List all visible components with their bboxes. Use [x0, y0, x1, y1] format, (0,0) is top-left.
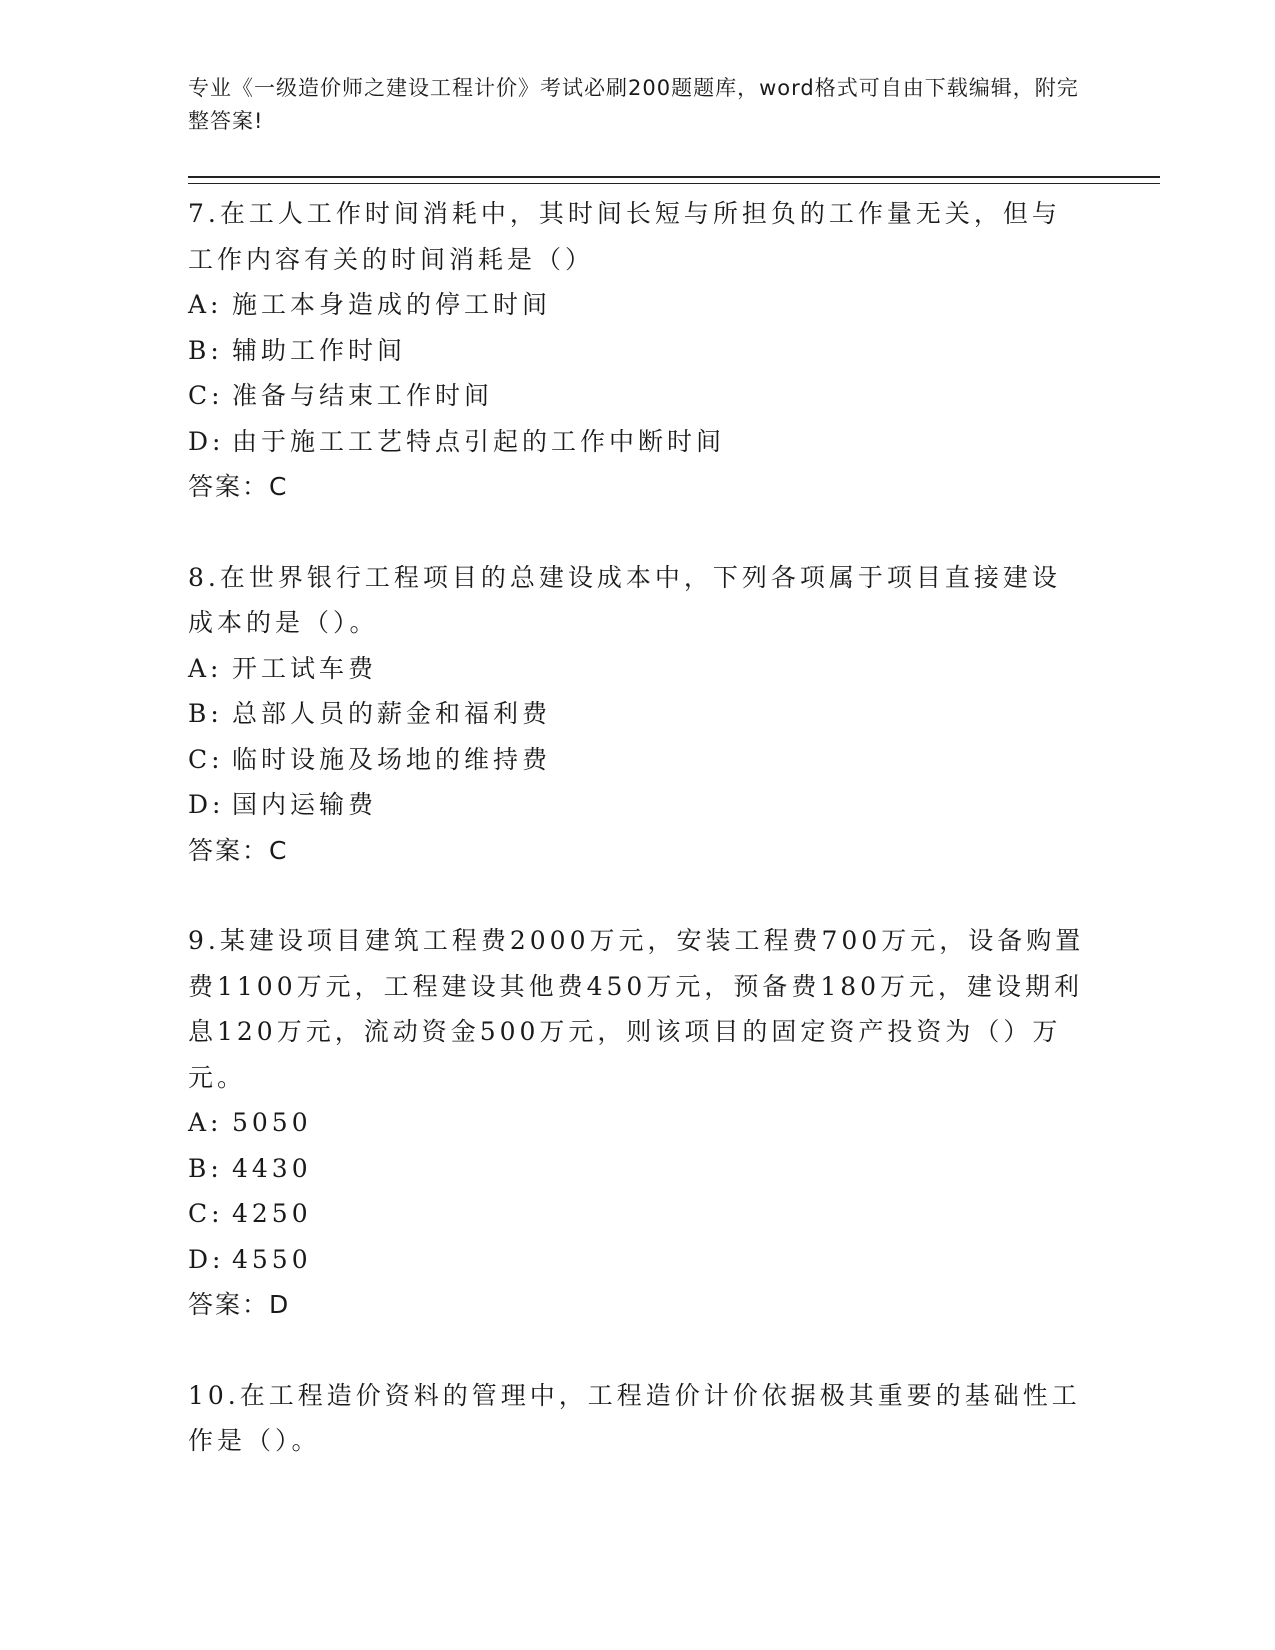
option-letter: B:: [188, 1153, 223, 1183]
option-a: [188, 282, 1088, 328]
option-letter: C:: [188, 1199, 224, 1228]
header-text: 专业《一级造价师之建设工程计价》考试必刷200题题库，word格式可自由下载编辑，附完整答案!: [188, 76, 1079, 133]
option-text: 4250: [232, 1199, 312, 1228]
option-b: [188, 328, 1088, 374]
header-divider-thick: [188, 176, 1160, 178]
question-stem: 8.在世界银行工程项目的总建设成本中，下列各项属于项目直接建设成本的是（）。: [188, 562, 1061, 637]
option-text: 总部人员的薪金和福利费: [232, 699, 552, 728]
option-letter: A:: [188, 653, 223, 683]
option-text: 国内运输费: [232, 790, 378, 819]
option-text: 辅助工作时间: [232, 335, 407, 365]
option-letter: D:: [188, 790, 225, 819]
option-text: 由于施工工艺特点引起的工作中断时间: [232, 426, 726, 456]
option-letter: A:: [188, 1108, 223, 1137]
option-text: 准备与结束工作时间: [232, 381, 494, 410]
answer: 答案：D: [188, 1290, 291, 1319]
option-d: [188, 419, 1088, 465]
question-list: [188, 191, 1088, 1509]
document-header: [188, 72, 1088, 138]
option-letter: D:: [188, 426, 225, 456]
option-d: [188, 1237, 1088, 1283]
question-7: [188, 191, 1088, 510]
question-stem: 7.在工人工作时间消耗中，其时间长短与所担负的工作量无关，但与工作内容有关的时间消耗是（）: [188, 199, 1061, 274]
option-text: 5050: [232, 1108, 312, 1137]
option-d: [188, 782, 1088, 828]
question-9: [188, 918, 1088, 1328]
option-letter: B:: [188, 699, 223, 728]
option-c: [188, 737, 1088, 783]
option-text: 临时设施及场地的维持费: [232, 744, 552, 774]
option-text: 4430: [232, 1153, 312, 1183]
header-divider-thin: [188, 183, 1160, 184]
question-10: [188, 1373, 1088, 1464]
option-letter: C:: [188, 744, 224, 774]
option-letter: B:: [188, 335, 223, 365]
question-stem: 10.在工程造价资料的管理中，工程造价计价依据极其重要的基础性工作是（）。: [188, 1380, 1081, 1455]
option-a: [188, 646, 1088, 692]
option-letter: D:: [188, 1244, 225, 1274]
option-letter: C:: [188, 381, 224, 410]
answer: 答案：C: [188, 472, 289, 501]
option-c: [188, 373, 1088, 419]
option-c: [188, 1191, 1088, 1237]
option-a: [188, 1100, 1088, 1146]
option-text: 4550: [232, 1244, 312, 1274]
answer: 答案：C: [188, 835, 289, 865]
question-8: [188, 555, 1088, 874]
option-text: 开工试车费: [232, 653, 378, 683]
option-text: 施工本身造成的停工时间: [232, 290, 552, 319]
option-letter: A:: [188, 290, 223, 319]
option-b: [188, 691, 1088, 737]
question-stem: 9.某建设项目建筑工程费2000万元，安装工程费700万元，设备购置费1100万元，工程建设其他费450万元，预备费180万元，建设期利息120万元，流动资金500万元，则该项目的固定资产投资为（）万元。: [188, 926, 1085, 1092]
option-b: [188, 1146, 1088, 1192]
